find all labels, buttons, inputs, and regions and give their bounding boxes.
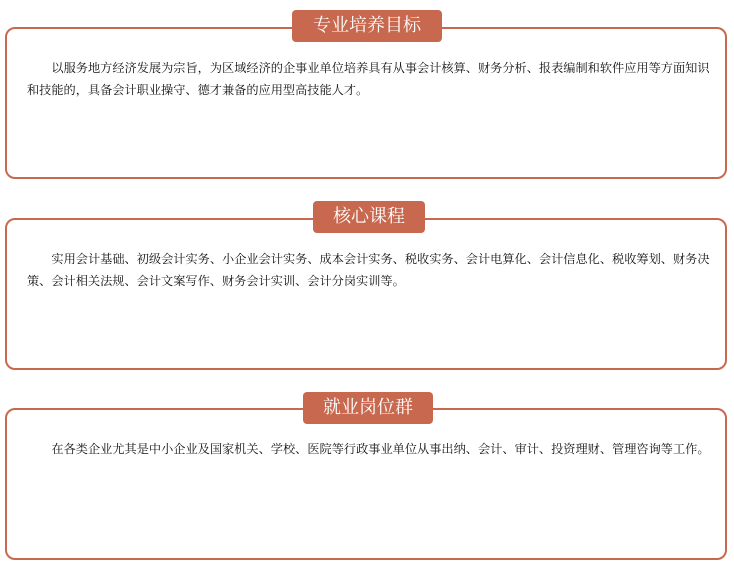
section-training-goals [5,27,727,179]
core-courses-heading: 核心课程 [313,201,425,233]
training-goals-heading: 专业培养目标 [292,10,442,42]
section-core-courses [5,218,727,370]
employment-heading: 就业岗位群 [303,392,433,424]
core-courses-text: 实用会计基础、初级会计实务、小企业会计实务、成本会计实务、税收实务、会计电算化、会计信息化、税收筹划、财务决策、会计相关法规、会计文案写作、财务会计实训、会计分岗实训等。 [27,252,710,288]
section-employment [5,408,727,560]
training-goals-text: 以服务地方经济发展为宗旨，为区域经济的企事业单位培养具有从事会计核算、财务分析、报表编制和软件应用等方面知识和技能的，具备会计职业操守、德才兼备的应用型高技能人才。 [27,61,710,97]
employment-text: 在各类企业尤其是中小企业及国家机关、学校、医院等行政事业单位从事出纳、会计、审计、投资理财、管理咨询等工作。 [51,442,710,456]
